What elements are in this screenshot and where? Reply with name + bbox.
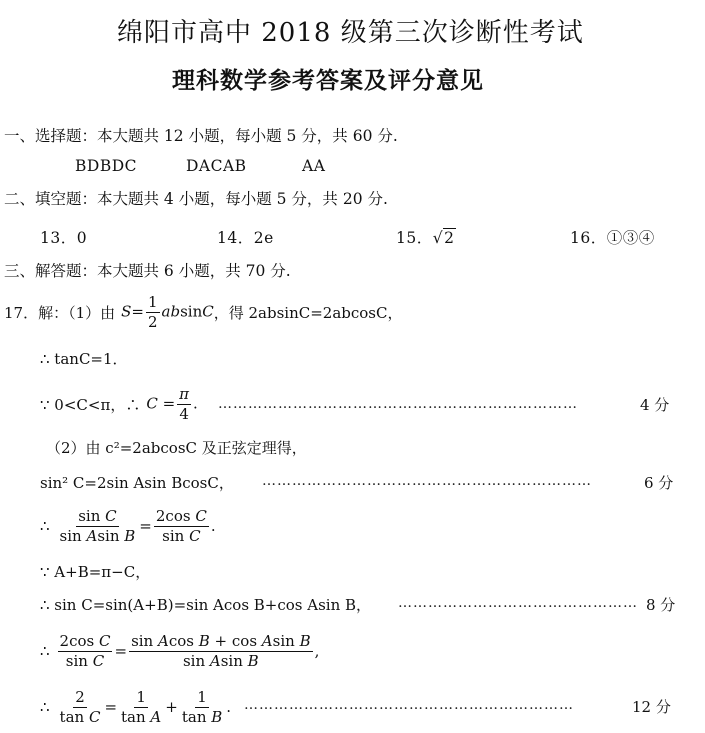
fill-answer-13: 13．0 (40, 229, 88, 247)
mc-answers-6-10: DACAB (186, 157, 247, 175)
score-dots-2: ………………………………………………………… (262, 473, 592, 489)
area-formula: S= $\frac{1}{2}$ absinC (121, 292, 214, 331)
fill-answer-15-label: 15． (396, 229, 433, 247)
q17-line-5: sin² C=2sin Asin BcosC， (40, 474, 234, 492)
score-8: 8 分 (646, 596, 676, 614)
mc-answers-1-5: BDBDC (75, 157, 137, 175)
score-dots-4: ………………………………………………………… (244, 697, 574, 713)
score-4: 4 分 (640, 396, 670, 414)
c-equals-pi-over-4: C = $\frac{\pi}{4}$ . (146, 384, 198, 423)
exam-subtitle: 理科数学参考答案及评分意见 (172, 67, 484, 94)
score-dots-3: ………………………………………… (398, 595, 638, 611)
q17-line-7: ∵ A+B=π−C， (40, 563, 151, 581)
score-dots-1: ……………………………………………………………… (218, 396, 578, 412)
section-2-heading: 二、填空题：本大题共 4 小题，每小题 5 分，共 20 分. (4, 190, 388, 208)
q17-lead: 17．解：（1）由 (4, 303, 116, 322)
q17-line-1 (4, 292, 403, 332)
fill-answer-14: 14．2e (217, 229, 274, 247)
q17-line-9: ∴ $\frac{\text{2cos C}}{\text{sin C}}$ = $\frac{\text{sin Acos B + cos Asin B}}{\text{sin Asin B}}$ , (40, 631, 320, 670)
q17-line-6: ∴ $\frac{\text{sin C}}{\text{sin Asin B}}$ = $\frac{\text{2cos C}}{\text{sin C}}$ . (40, 506, 216, 545)
score-6: 6 分 (644, 474, 674, 492)
q17-line-3-pre: ∵ 0<C<π，∴ (40, 395, 141, 414)
fill-answer-16: 16．①③④ (570, 229, 655, 247)
q17-line-10: ∴ $\frac{2}{\text{tan C}}$ = $\frac{1}{\text{tan A}}$ + $\frac{1}{\text{tan B}}$ . (40, 687, 232, 726)
q17-line-4: （2）由 c²=2abcosC 及正弦定理得， (46, 439, 307, 457)
section-1-heading: 一、选择题：本大题共 12 小题，每小题 5 分，共 60 分. (4, 127, 398, 145)
q17-line-1-tail: ，得 2absinC=2abcosC， (213, 303, 403, 322)
section-3-heading: 三、解答题：本大题共 6 小题，共 70 分. (4, 262, 291, 280)
sqrt-radicand: 2 (444, 229, 455, 247)
score-12: 12 分 (632, 698, 671, 716)
fill-answer-15 (396, 226, 456, 248)
q17-line-2: ∴ tanC=1． (40, 350, 128, 368)
exam-title: 绵阳市高中 2018 级第三次诊断性考试 (117, 18, 584, 48)
mc-answers-11-12: AA (302, 157, 326, 175)
sqrt-symbol: √2 (432, 229, 455, 247)
q17-line-8: ∴ sin C=sin(A+B)=sin Acos B+cos Asin B， (40, 596, 372, 614)
q17-line-3 (40, 384, 198, 424)
